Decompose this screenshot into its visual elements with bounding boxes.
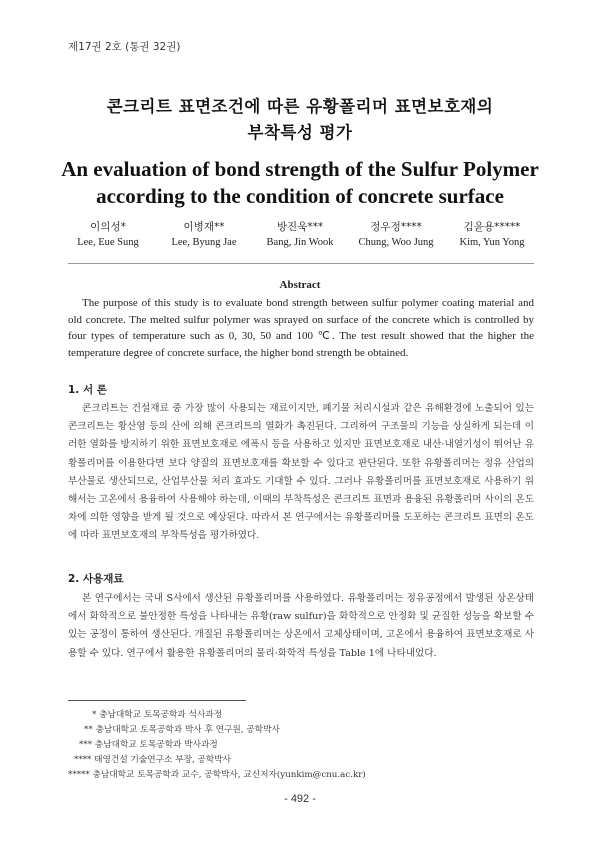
author-3 [252,219,348,248]
author-korean-name: 방진욱*** [276,221,324,233]
footnote-5: ***** 충남대학교 토목공학과 교수, 공학박사, 교신저자(yunkim@cnu.ac.kr) [68,770,366,780]
footnote-2: ** 충남대학교 토목공학과 박사 후 연구원, 공학박사 [84,725,280,735]
english-title-line-2: according to the condition of concrete surface [96,184,504,208]
author-divider [68,263,534,264]
abstract-text: The purpose of this study is to evaluate bond strength between sulfur polymer coating material and old concrete. The melted sulfur polymer was sprayed on surface of the concrete which is controlled by four types of temperature such as 0, 30, 50 and 100 ℃. The test result showed that the higher the temperature degree of concrete surface, the higher bond strength be obtained. [68,297,534,359]
author-korean-name: 정우정**** [370,221,422,233]
author-korean-name: 이의성* [90,221,126,233]
author-list [60,219,540,248]
english-title-line-1: An evaluation of bond strength of the Sulfur Polymer [61,157,539,181]
footnote-4: **** 태영건설 기술연구소 부장, 공학박사 [74,755,232,765]
author-korean-name: 이병재** [183,221,225,233]
page-number: - 492 - [284,793,316,805]
korean-title-line-2: 부착특성 평가 [247,123,353,142]
section-text-introduction: 콘크리트는 건설재료 중 가장 많이 사용되는 재료이지만, 폐기물 처리시설과 같은 유해환경에 노출되어 있는 콘크리트는 황산염 등의 산에 의해 콘크리트의 열화가 촉진된다. 그리하여 구조물의 기능을 상실하게 되는데 이러한 열화를 방지하기 위한 표면보호재로 에폭시 등을 사용하고 있지만 표면보호재로 내산·내열기성이 뛰어난 유황폴리머를 이용한다면 보다 양질의 표면보호재를 확보할 수 있다고 판단된다. 또한 유황폴리머는 정유 산업의 부산물로 생산되므로, 산업부산물 처리 효과도 기대할 수 있다. 그러나 유황폴리머를 표면보호재로 사용하기 위해서는 고온에서 용융하여 사용해야 하는데, 이때의 부착특성은 콘크리트 표면과 용융된 유황폴리머 사이의 온도차에 의한 영향을 받게 될 것으로 예상된다. 따라서 본 연구에서는 유황폴리머를 도포하는 콘크리트 표면의 온도에 따라 표면보호재의 부착특성을 평가하였다. [68,403,534,542]
author-5 [444,219,540,248]
author-1 [60,219,156,248]
section-heading-materials: 2. 사용재료 [68,573,124,585]
author-english-name: Bang, Jin Wook [266,237,334,248]
author-english-name: Lee, Byung Jae [171,237,237,248]
abstract-heading: Abstract [279,279,321,291]
footnote-divider [68,700,246,701]
author-2 [156,219,252,248]
section-heading-introduction: 1. 서 론 [68,384,107,396]
issue-label: 제17권 2호 (통권 32권) [68,41,181,53]
footnote-1: * 충남대학교 토목공학과 석사과정 [92,710,223,720]
footnote-3: *** 충남대학교 토목공학과 박사과정 [79,740,218,750]
author-english-name: Kim, Yun Yong [459,237,525,248]
author-english-name: Lee, Eue Sung [77,237,139,248]
section-text-materials: 본 연구에서는 국내 S사에서 생산된 유황폴리머를 사용하였다. 유황폴리머는 정유공정에서 발생된 상온상태에서 화학적으로 불안정한 특성을 나타내는 유황(raw sulfur)을 화학적으로 안정화 및 균질한 성능을 확보할 수 있는 공정이 통하여 생산된다. 개질된 유황폴리머는 상온에서 고체상태이며, 고온에서 용융하여 표면보호재로 사용할 수 있다. 연구에서 활용한 유황폴리머의 물리·화학적 특성을 Table 1에 나타내었다. [68,593,534,659]
korean-title-line-1: 콘크리트 표면조건에 따른 유황폴리머 표면보호재의 [106,97,494,116]
author-korean-name: 김윤용***** [463,221,521,233]
author-english-name: Chung, Woo Jung [358,237,434,248]
author-4 [348,219,444,248]
